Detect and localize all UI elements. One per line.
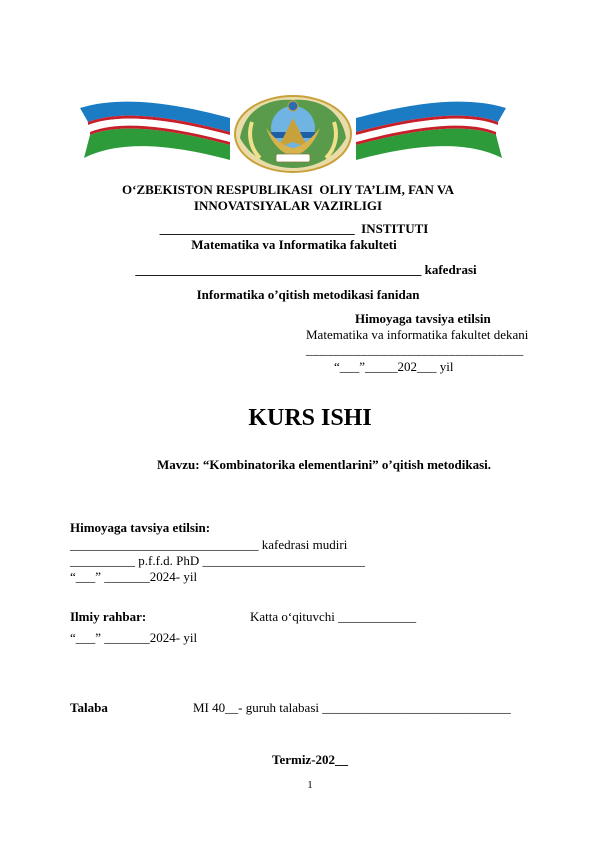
city-year: Termiz-202__: [271, 752, 349, 767]
flag-ribbon-left-icon: [80, 102, 230, 160]
coat-of-arms-icon: [235, 96, 351, 172]
approval-heading: Himoyaga tavsiya etilsin: [355, 311, 491, 326]
topic-line: Mavzu: “Kombinatorika elementlarini” o’qitish metodikasi.: [156, 457, 492, 472]
student-label: Talaba: [70, 700, 108, 715]
flag-ribbon-right-icon: [356, 102, 506, 160]
faculty-name: Matematika va Informatika fakulteti: [191, 237, 397, 252]
subject-line: Informatika o’qitish metodikasi fanidan: [196, 287, 420, 302]
ministry-title-line1: O‘ZBEKISTON RESPUBLIKASI OLIY TA’LIM, FAN VA: [122, 182, 454, 197]
page-number: 1: [307, 779, 313, 791]
dean-approval-date: “___”_____202___ yil: [334, 359, 454, 374]
ministry-title-line2: INNOVATSIYALAR VAZIRLIGI: [193, 198, 383, 213]
student-group-line: MI 40__- guruh talabasi _____________________________: [193, 700, 511, 715]
supervisor-position: Katta o‘qituvchi ____________: [250, 609, 417, 624]
department-approval-heading: Himoyaga tavsiya etilsin:: [70, 520, 211, 535]
supervisor-label: Ilmiy rahbar:: [70, 609, 147, 624]
dean-role: Matematika va informatika fakultet dekani: [306, 327, 529, 342]
department-approval-date: “___” _______2024- yil: [70, 569, 198, 584]
department-head-line: _____________________________ kafedrasi mudiri: [70, 537, 348, 552]
state-emblem-icon: [80, 88, 506, 174]
degree-line: __________ p.f.f.d. PhD _________________________: [70, 553, 366, 568]
document-title: KURS ISHI: [248, 405, 372, 431]
dean-signature-line: ________________________________: [306, 342, 524, 357]
department-line: ____________________________________________ kafedrasi: [135, 262, 477, 277]
supervisor-date: “___” _______2024- yil: [70, 630, 198, 645]
institute-line: ______________________________ INSTITUTI: [159, 221, 429, 236]
